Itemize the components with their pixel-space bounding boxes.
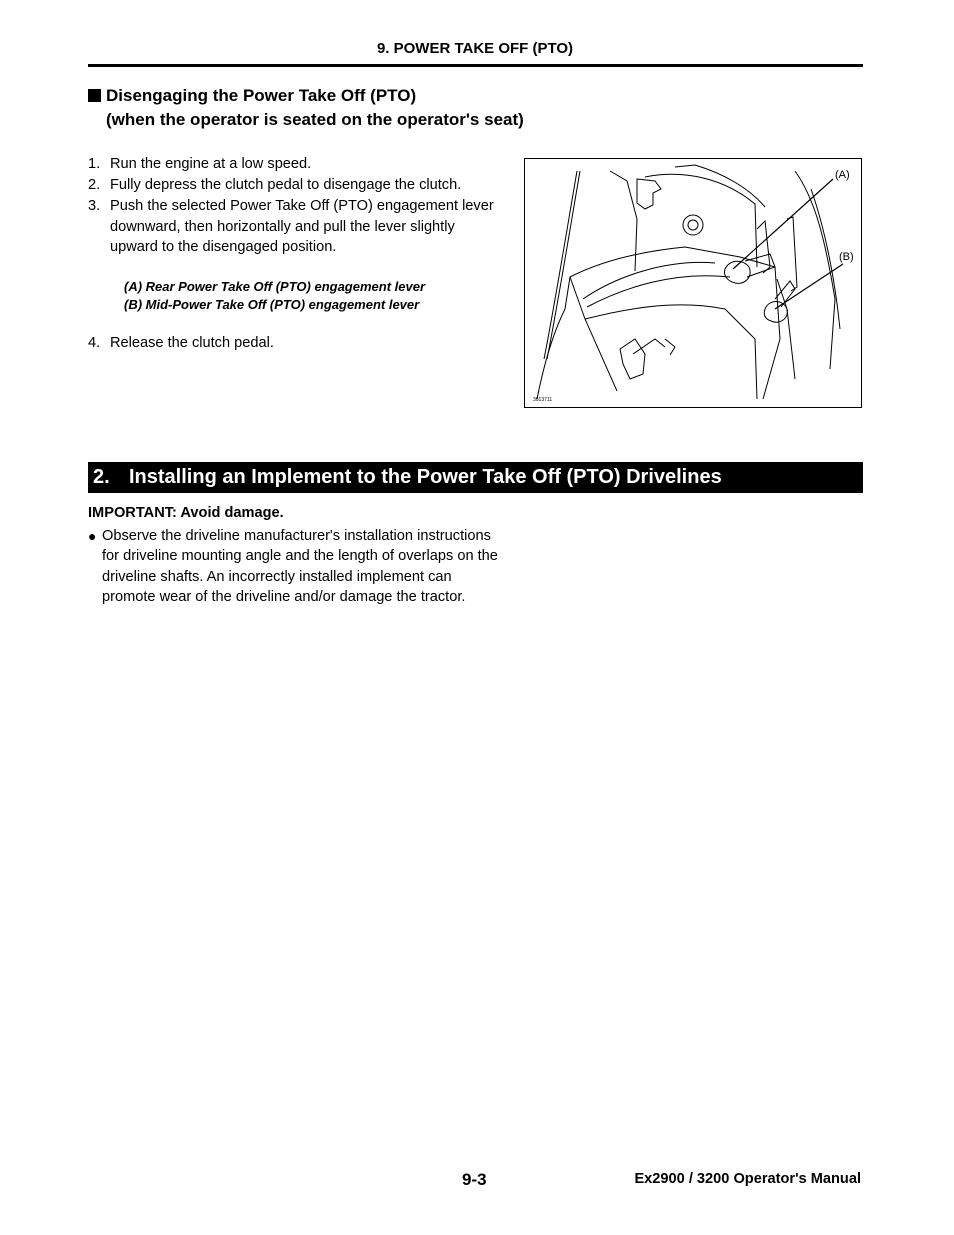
step-number: 2. [88, 177, 101, 193]
step-item [88, 154, 498, 175]
step-item [88, 196, 498, 258]
step-text: Push the selected Power Take Off (PTO) engagement lever downward, then horizontally and pull the lever slightly upward to the disengaged position. [110, 198, 494, 255]
figure-captions [124, 278, 425, 314]
black-square-icon [88, 89, 101, 102]
important-label: IMPORTANT: Avoid damage. [88, 505, 284, 521]
subsection-heading [88, 84, 524, 132]
steps-list [88, 154, 498, 258]
pto-lever-illustration [525, 159, 861, 407]
subsection-title-line2: (when the operator is seated on the operator's seat) [106, 110, 524, 129]
step-item [88, 175, 498, 196]
pto-lever-figure [524, 158, 862, 408]
step-text: Run the engine at a low speed. [110, 156, 312, 172]
header-rule [88, 64, 863, 67]
step-number: 3. [88, 198, 101, 214]
caption-b: (B) Mid-Power Take Off (PTO) engagement lever [124, 297, 420, 312]
section-number: 2. [93, 466, 110, 488]
important-bullet [88, 526, 502, 607]
step-text: Fully depress the clutch pedal to disengage the clutch. [110, 177, 462, 193]
caption-a: (A) Rear Power Take Off (PTO) engagement lever [124, 279, 426, 294]
manual-title: Ex2900 / 3200 Operator's Manual [634, 1171, 861, 1187]
chapter-title: 9. POWER TAKE OFF (PTO) [376, 40, 574, 57]
figure-label-b: (B) [839, 251, 854, 263]
step-number: 1. [88, 156, 101, 172]
page-number: 9-3 [462, 1170, 487, 1189]
step-text: Release the clutch pedal. [110, 335, 274, 351]
bullet-icon: ● [88, 528, 97, 544]
step-number: 4. [88, 335, 101, 351]
step-item [88, 333, 274, 353]
subsection-title-line1: Disengaging the Power Take Off (PTO) [106, 86, 417, 105]
bullet-text: Observe the driveline manufacturer's installation instructions for driveline mounting angle and the length of overlaps on the driveline shafts. An incorrectly installed implement can promote wear of the driveline and/or damage the tractor. [102, 528, 498, 605]
section-heading [88, 462, 863, 493]
figure-id: 3013711 [533, 397, 553, 403]
section-title: Installing an Implement to the Power Take Off (PTO) Drivelines [129, 466, 722, 488]
figure-label-a: (A) [835, 169, 850, 181]
